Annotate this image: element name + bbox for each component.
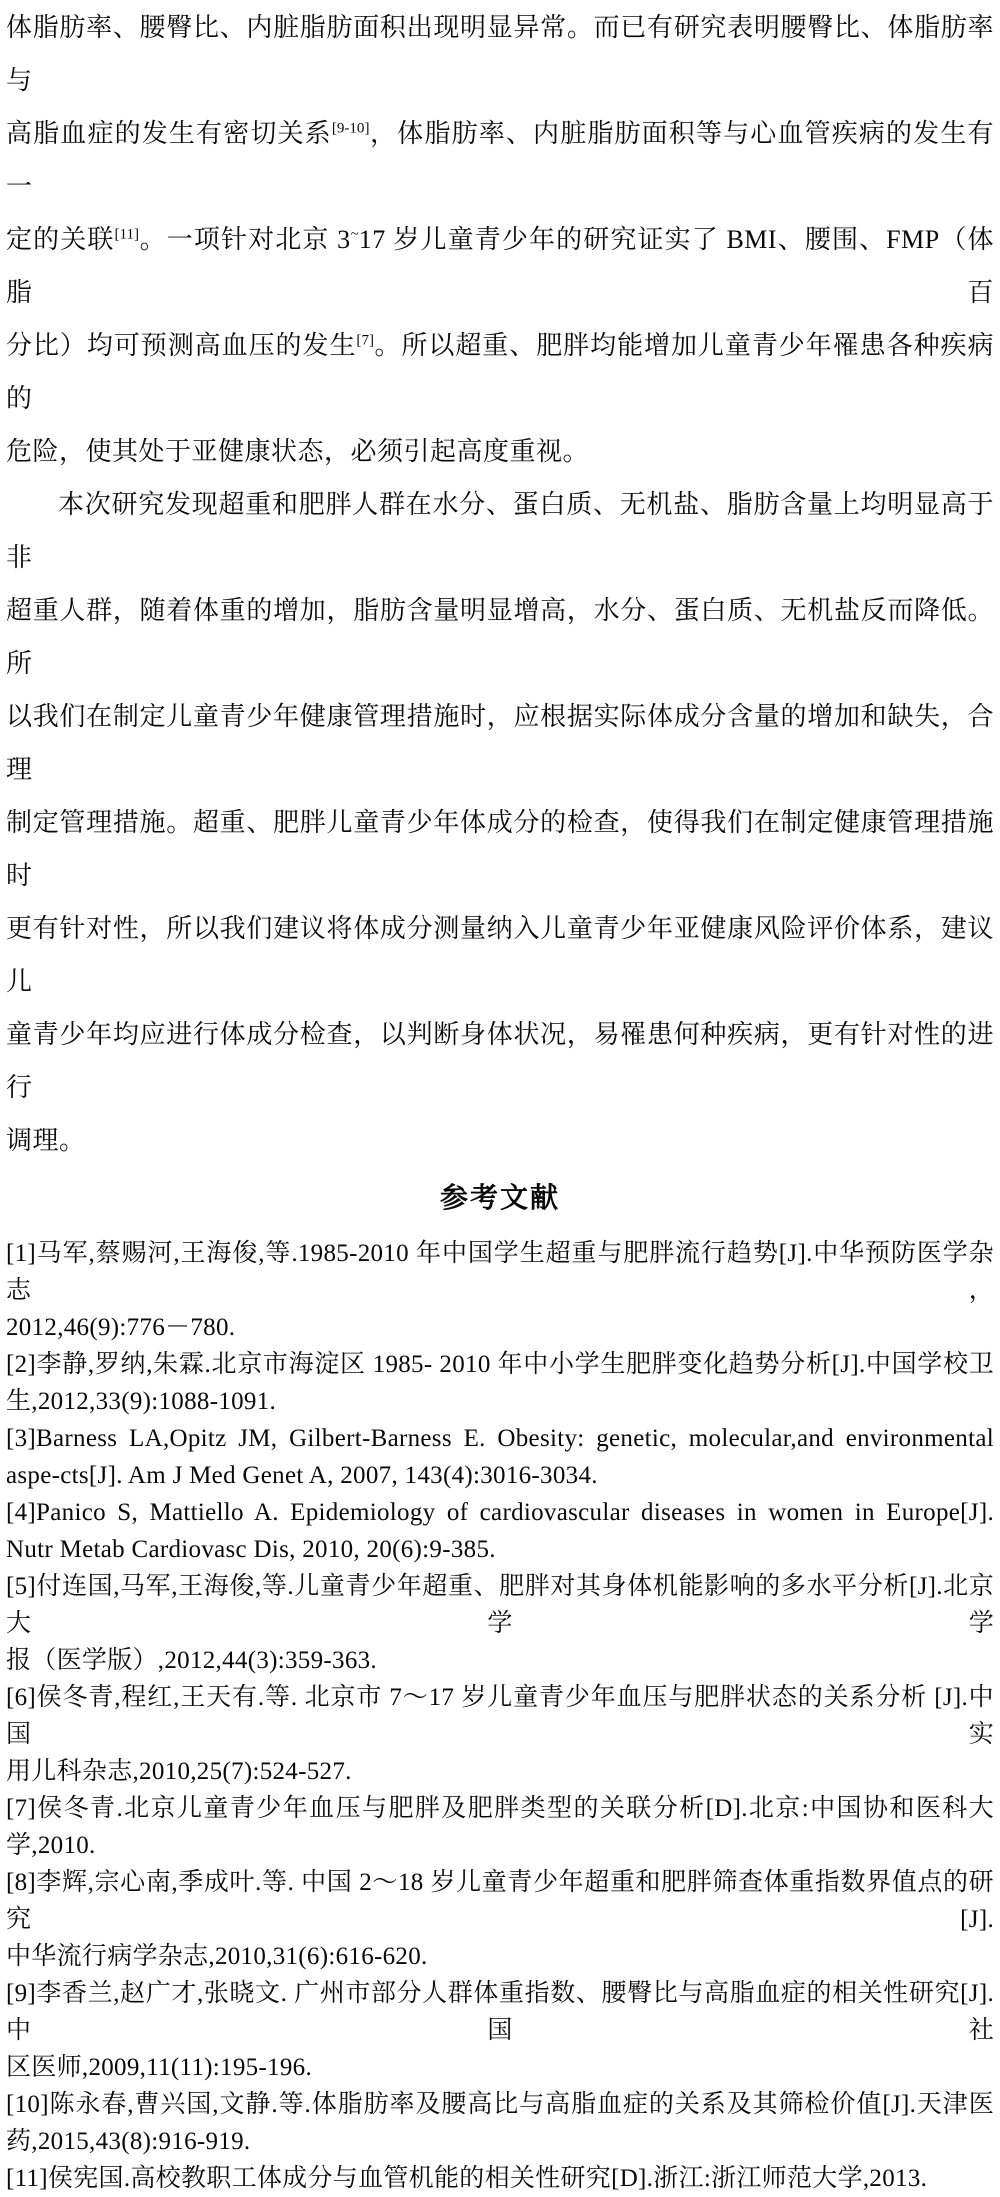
text-segment: 童青少年均应进行体成分检查，以判断身体状况，易罹患何种疾病，更有针对性的进行: [6, 1020, 994, 1102]
text-line: [6, 1642, 994, 1679]
paragraph: [6, 478, 994, 1167]
text-segment: 体脂肪率、腰臀比、内脏脂肪面积出现明显异常。而已有研究表明腰臀比、体脂肪率与: [6, 13, 994, 95]
reference-item: [6, 1975, 994, 2086]
text-line: [6, 107, 994, 213]
references-heading: 参考文献: [439, 1183, 560, 1214]
text-segment: 。所以超重、肥胖均能增加儿童青少年罹患各种疾病的: [6, 331, 994, 413]
reference-item: [6, 1679, 994, 1790]
text-line: [6, 1568, 994, 1642]
text-line: [6, 319, 994, 425]
text-segment: 用儿科杂志,2010,25(7):524-527.: [6, 1758, 352, 1785]
text-segment: 报（医学版）,2012,44(3):359-363.: [6, 1647, 377, 1674]
text-line: [6, 1679, 994, 1753]
text-line: [6, 1383, 994, 1420]
text-line: [6, 1790, 994, 1864]
text-segment: [3]Barness LA,Opitz JM, Gilbert-Barness E. Obesity: genetic, molecular,and environmental: [6, 1425, 994, 1452]
text-segment: [11]侯宪国.高校教职工体成分与血管机能的相关性研究[D].浙江:浙江师范大学,2013.: [6, 2165, 928, 2192]
text-line: [6, 690, 994, 796]
text-line: [6, 1008, 994, 1114]
text-line: [6, 584, 994, 690]
text-segment: 本次研究发现超重和肥胖人群在水分、蛋白质、无机盐、脂肪含量上均明显高于非: [6, 490, 994, 572]
superscript-citation: [11]: [114, 226, 140, 243]
text-segment: [6]侯冬青,程红,王天有.等. 北京市 7～17 岁儿童青少年血压与肥胖状态的关系分析 [J].中国实: [6, 1684, 994, 1748]
text-line: [6, 2049, 994, 2086]
text-line: [6, 796, 994, 902]
text-segment: 超重人群，随着体重的增加，脂肪含量明显增高，水分、蛋白质、无机盐反而降低。所: [6, 596, 994, 678]
text-line: [6, 1975, 994, 2049]
text-line: [6, 1420, 994, 1457]
text-line: [6, 1457, 994, 1494]
reference-item: [6, 1864, 994, 1975]
text-segment: [5]付连国,马军,王海俊,等.儿童青少年超重、肥胖对其身体机能影响的多水平分析[J].北京大学学: [6, 1573, 994, 1637]
text-segment: 高脂血症的发生有密切关系: [6, 119, 332, 148]
text-segment: ，体脂肪率、内脏脂肪面积等与心血管疾病的发生有一: [6, 119, 994, 201]
text-line: [6, 1309, 994, 1346]
text-segment: 生,2012,33(9):1088-1091.: [6, 1388, 277, 1415]
text-line: [6, 213, 994, 319]
text-segment: 。一项针对北京 3: [139, 225, 351, 254]
text-segment: 更有针对性，所以我们建议将体成分测量纳入儿童青少年亚健康风险评价体系，建议儿: [6, 914, 994, 996]
references-list: [6, 1235, 994, 2197]
text-line: [6, 1531, 994, 1568]
text-line: [6, 1938, 994, 1975]
reference-item: [6, 1235, 994, 1346]
text-segment: 调理。: [6, 1126, 86, 1155]
superscript-citation: [9-10]: [331, 120, 370, 137]
text-line: [6, 902, 994, 1008]
text-line: [6, 1, 994, 107]
text-segment: 2012,46(9):776－780.: [6, 1314, 236, 1341]
reference-item: [6, 1568, 994, 1679]
text-segment: 以我们在制定儿童青少年健康管理措施时，应根据实际体成分含量的增加和缺失，合理: [6, 702, 994, 784]
text-segment: 定的关联: [6, 225, 115, 254]
text-segment: [1]马军,蔡赐河,王海俊,等.1985-2010 年中国学生超重与肥胖流行趋势[J].中华预防医学杂志，: [6, 1240, 994, 1304]
text-line: [6, 478, 994, 584]
text-line: [6, 1494, 994, 1531]
reference-item: [6, 2160, 994, 2197]
text-segment: [4]Panico S, Mattiello A. Epidemiology of cardiovascular diseases in women in Europe[J].: [6, 1499, 994, 1526]
reference-item: [6, 1420, 994, 1494]
text-segment: [10]陈永春,曹兴国,文静.等.体脂肪率及腰高比与高脂血症的关系及其筛检价值[J].天津医: [6, 2091, 994, 2118]
text-line: [6, 2086, 994, 2123]
text-segment: 17 岁儿童青少年的研究证实了 BMI、腰围、FMP（体脂百: [6, 225, 994, 307]
reference-item: [6, 1346, 994, 1420]
text-segment: 中华流行病学杂志,2010,31(6):616-620.: [6, 1943, 428, 1970]
text-segment: [7]侯冬青.北京儿童青少年血压与肥胖及肥胖类型的关联分析[D].北京:中国协和医科大学,2010.: [6, 1795, 994, 1859]
text-segment: 分比）均可预测高血压的发生: [6, 331, 357, 360]
text-segment: Nutr Metab Cardiovasc Dis, 2010, 20(6):9-385.: [6, 1536, 496, 1563]
text-line: [6, 1753, 994, 1790]
text-line: [6, 2160, 994, 2197]
text-segment: 危险，使其处于亚健康状态，必须引起高度重视。: [6, 437, 590, 466]
text-line: [6, 1346, 994, 1383]
reference-item: [6, 2086, 994, 2160]
superscript-citation: [7]: [356, 332, 375, 349]
text-segment: 制定管理措施。超重、肥胖儿童青少年体成分的检查，使得我们在制定健康管理措施时: [6, 808, 994, 890]
text-segment: 药,2015,43(8):916-919.: [6, 2128, 251, 2155]
text-line: [6, 425, 994, 478]
reference-item: [6, 1790, 994, 1864]
text-line: [6, 1864, 994, 1938]
paragraph: [6, 1, 994, 478]
text-segment: 区医师,2009,11(11):195-196.: [6, 2054, 313, 2081]
discussion-body-text: [6, 1, 994, 1167]
text-line: [6, 2123, 994, 2160]
text-segment: [8]李辉,宗心南,季成叶.等. 中国 2～18 岁儿童青少年超重和肥胖筛查体重指数界值点的研究[J].: [6, 1869, 994, 1933]
reference-item: [6, 1494, 994, 1568]
text-segment: [9]李香兰,赵广才,张晓文. 广州市部分人群体重指数、腰臀比与高脂血症的相关性研究[J].中国社: [6, 1980, 994, 2044]
text-segment: [2]李静,罗纳,朱霖.北京市海淀区 1985- 2010 年中小学生肥胖变化趋势分析[J].中国学校卫: [6, 1351, 994, 1378]
superscript-citation: ~: [350, 226, 359, 243]
text-line: [6, 1235, 994, 1309]
text-segment: aspe-cts[J]. Am J Med Genet A, 2007, 143(4):3016-3034.: [6, 1462, 598, 1489]
text-line: [6, 1114, 994, 1167]
